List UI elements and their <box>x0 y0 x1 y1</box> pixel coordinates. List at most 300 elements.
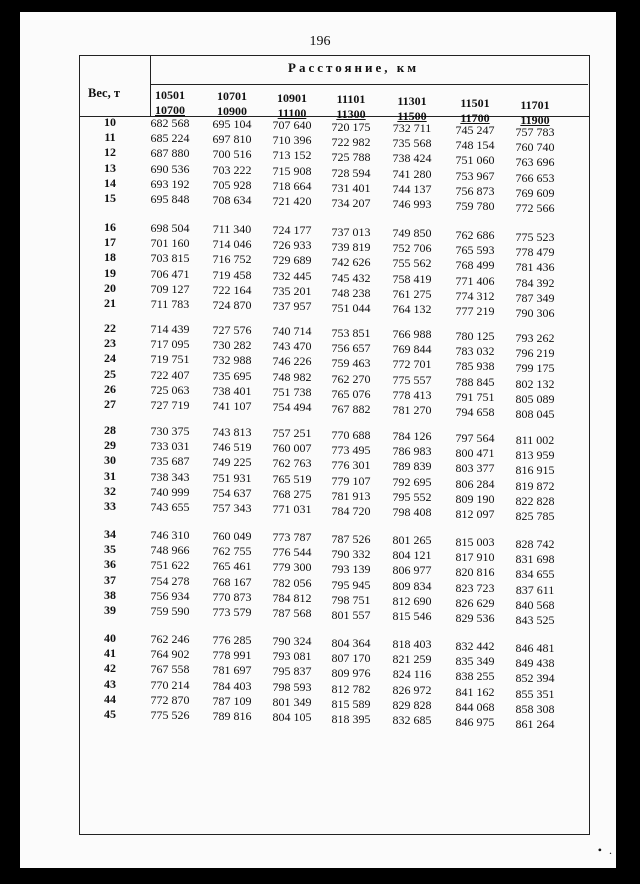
table-cell: 784 126 <box>392 429 432 443</box>
table-cell: 846 975 <box>455 715 495 729</box>
table-cell: 834 655 <box>515 567 555 582</box>
table-cell: 706 471 <box>150 266 190 281</box>
table-cell: 737 013 <box>331 225 371 239</box>
table-cell: 793 139 <box>331 562 371 577</box>
table-cell: 767 558 <box>150 662 190 677</box>
row-weight: 38 <box>104 587 116 602</box>
table-cell: 703 222 <box>212 162 252 177</box>
table-cell: 798 408 <box>392 505 432 519</box>
table-cell: 768 499 <box>455 258 495 273</box>
table-cell: 727 576 <box>212 323 252 337</box>
row-weight: 33 <box>104 499 116 513</box>
table-cell: 703 815 <box>150 251 190 266</box>
table-cell: 823 723 <box>455 580 495 595</box>
table-cell: 803 377 <box>455 461 495 476</box>
table-cell: 730 375 <box>150 424 190 438</box>
header-divider-horizontal <box>150 84 588 85</box>
table-cell: 757 343 <box>212 501 252 515</box>
table-cell: 790 324 <box>272 634 312 648</box>
table-cell: 770 688 <box>331 428 371 442</box>
row-weight: 18 <box>104 250 116 265</box>
table-cell: 695 848 <box>150 192 190 206</box>
table-cell: 770 873 <box>212 589 252 604</box>
table-cell: 822 828 <box>515 493 555 508</box>
table-cell: 784 720 <box>331 504 371 518</box>
table-cell: 735 695 <box>212 368 252 383</box>
table-cell: 787 526 <box>331 532 371 546</box>
table-cell: 813 959 <box>515 448 555 463</box>
column-header-to: 11100 <box>277 106 307 120</box>
table-cell: 849 438 <box>515 656 555 671</box>
table-cell: 792 695 <box>392 474 432 489</box>
table-cell: 744 137 <box>392 181 432 196</box>
table-cell: 745 247 <box>455 123 495 137</box>
table-cell: 825 785 <box>515 509 555 523</box>
table-cell: 821 259 <box>392 652 432 667</box>
table-cell: 787 349 <box>515 290 555 305</box>
table-cell: 775 526 <box>150 708 190 722</box>
table-cell: 767 882 <box>331 402 371 416</box>
row-weight: 37 <box>104 572 116 587</box>
table-cell: 758 419 <box>392 271 432 286</box>
table-cell: 760 007 <box>272 441 312 456</box>
table-cell: 751 738 <box>272 384 312 399</box>
table-cell: 775 523 <box>515 230 555 244</box>
table-cell: 709 127 <box>150 281 190 296</box>
table-cell: 798 751 <box>331 592 371 607</box>
table-cell: 802 132 <box>515 376 555 391</box>
table-cell: 727 719 <box>150 398 190 412</box>
distance-header: Расстояние, км <box>288 60 420 75</box>
table-cell: 743 813 <box>212 425 252 439</box>
table-cell: 819 872 <box>515 478 555 493</box>
table-cell: 711 783 <box>150 297 190 311</box>
table-cell: 724 177 <box>272 223 312 237</box>
table-cell: 783 032 <box>455 344 495 359</box>
table-cell: 752 706 <box>392 241 432 256</box>
table-cell: 840 568 <box>515 597 555 612</box>
table-cell: 786 983 <box>392 444 432 459</box>
table-cell: 711 340 <box>212 222 252 236</box>
table-cell: 797 564 <box>455 431 495 445</box>
row-weight: 26 <box>104 381 116 396</box>
table-cell: 855 351 <box>515 686 555 701</box>
table-cell: 832 442 <box>455 639 495 653</box>
row-weight: 30 <box>104 453 116 468</box>
table-cell: 700 516 <box>212 147 252 162</box>
row-weight: 23 <box>104 336 116 351</box>
table-cell: 777 219 <box>455 304 495 318</box>
column-header-1 <box>140 88 200 118</box>
row-weight: 12 <box>104 145 116 160</box>
row-weight: 15 <box>104 191 116 205</box>
table-cell: 748 154 <box>455 138 495 153</box>
table-cell: 754 637 <box>212 485 252 500</box>
table-cell: 776 285 <box>212 633 252 647</box>
row-weight: 43 <box>104 676 116 691</box>
column-header-from: 11701 <box>520 98 550 112</box>
table-cell: 756 873 <box>455 183 495 198</box>
table-cell: 781 436 <box>515 260 555 275</box>
table-cell: 826 972 <box>392 682 432 697</box>
row-weight: 24 <box>104 351 116 366</box>
table-cell: 687 880 <box>150 146 190 161</box>
table-cell: 762 755 <box>212 544 252 559</box>
table-cell: 714 439 <box>150 322 190 336</box>
table-cell: 759 463 <box>331 356 371 371</box>
row-weight: 11 <box>104 130 116 145</box>
table-cell: 753 851 <box>331 326 371 340</box>
table-cell: 756 934 <box>150 588 190 603</box>
table-cell: 782 056 <box>272 575 312 590</box>
row-weight: 35 <box>104 542 116 557</box>
column-header-5 <box>382 94 442 124</box>
table-cell: 828 742 <box>515 537 555 551</box>
table-cell: 746 310 <box>150 528 190 542</box>
table-cell: 721 420 <box>272 194 312 208</box>
row-weight: 22 <box>104 321 116 335</box>
table-cell: 743 470 <box>272 339 312 354</box>
table-cell: 719 751 <box>150 352 190 367</box>
table-cell: 829 828 <box>392 697 432 712</box>
table-cell: 773 579 <box>212 605 252 619</box>
table-cell: 841 162 <box>455 684 495 699</box>
row-weight: 17 <box>104 235 116 250</box>
table-cell: 784 403 <box>212 678 252 693</box>
table-cell: 749 225 <box>212 455 252 470</box>
table-cell: 735 201 <box>272 283 312 298</box>
table-cell: 769 844 <box>392 342 432 357</box>
table-cell: 771 031 <box>272 502 312 516</box>
table-cell: 754 494 <box>272 400 312 414</box>
table-cell: 757 783 <box>515 125 555 139</box>
column-header-2 <box>202 89 262 119</box>
table-cell: 762 686 <box>455 228 495 242</box>
table-cell: 790 306 <box>515 306 555 320</box>
table-cell: 732 711 <box>392 121 432 135</box>
table-cell: 717 095 <box>150 337 190 352</box>
table-cell: 843 525 <box>515 613 555 627</box>
table-cell: 798 593 <box>272 679 312 694</box>
table-cell: 741 280 <box>392 166 432 181</box>
table-cell: 748 238 <box>331 285 371 300</box>
row-weight: 20 <box>104 280 116 295</box>
table-cell: 801 265 <box>392 533 432 547</box>
table-cell: 772 701 <box>392 357 432 372</box>
table-cell: 748 982 <box>272 369 312 384</box>
table-cell: 818 403 <box>392 637 432 651</box>
table-cell: 858 308 <box>515 701 555 716</box>
table-cell: 816 915 <box>515 463 555 478</box>
table-cell: 801 557 <box>331 608 371 622</box>
row-weight: 10 <box>104 115 116 129</box>
table-cell: 745 432 <box>331 270 371 285</box>
table-cell: 774 312 <box>455 288 495 303</box>
column-header-from: 10901 <box>277 91 307 105</box>
row-weight: 42 <box>104 661 116 676</box>
table-cell: 815 546 <box>392 609 432 623</box>
table-cell: 718 664 <box>272 178 312 193</box>
table-cell: 765 461 <box>212 559 252 574</box>
table-cell: 732 988 <box>212 353 252 368</box>
table-cell: 730 282 <box>212 338 252 353</box>
table-cell: 768 275 <box>272 486 312 501</box>
column-header-3 <box>262 91 322 121</box>
table-cell: 800 471 <box>455 446 495 461</box>
table-cell: 804 121 <box>392 548 432 563</box>
table-cell: 735 568 <box>392 136 432 151</box>
column-header-6 <box>445 96 505 126</box>
table-cell: 738 401 <box>212 383 252 398</box>
table-cell: 749 850 <box>392 226 432 240</box>
table-cell: 831 698 <box>515 552 555 567</box>
table-cell: 748 966 <box>150 543 190 558</box>
column-header-to: 11300 <box>336 107 366 121</box>
table-cell: 759 590 <box>150 604 190 618</box>
table-cell: 793 081 <box>272 649 312 664</box>
table-cell: 760 049 <box>212 529 252 543</box>
table-cell: 787 109 <box>212 693 252 708</box>
table-cell: 817 910 <box>455 550 495 565</box>
table-cell: 778 479 <box>515 245 555 260</box>
row-weight: 19 <box>104 265 116 280</box>
table-cell: 824 116 <box>392 667 432 682</box>
table-cell: 772 566 <box>515 201 555 215</box>
table-cell: 720 175 <box>331 120 371 134</box>
table-cell: 739 819 <box>331 240 371 255</box>
table-cell: 698 504 <box>150 221 190 235</box>
table-cell: 716 752 <box>212 252 252 267</box>
table-cell: 725 788 <box>331 150 371 165</box>
table-cell: 852 394 <box>515 671 555 686</box>
table-cell: 746 226 <box>272 354 312 369</box>
table-cell: 765 076 <box>331 386 371 401</box>
row-weight: 41 <box>104 646 116 661</box>
table-cell: 784 812 <box>272 590 312 605</box>
table-cell: 790 332 <box>331 547 371 562</box>
column-header-from: 11301 <box>397 94 427 108</box>
table-cell: 776 544 <box>272 545 312 560</box>
table-cell: 789 839 <box>392 459 432 474</box>
weight-header: Вес, т <box>88 86 120 100</box>
column-header-4 <box>321 92 381 122</box>
table-cell: 722 407 <box>150 367 190 382</box>
table-cell: 710 396 <box>272 133 312 148</box>
table-cell: 738 424 <box>392 151 432 166</box>
table-cell: 808 045 <box>515 407 555 421</box>
table-cell: 726 933 <box>272 238 312 253</box>
column-header-from: 10501 <box>155 88 185 102</box>
table-cell: 733 031 <box>150 439 190 454</box>
table-cell: 729 689 <box>272 253 312 268</box>
table-cell: 846 481 <box>515 641 555 655</box>
table-cell: 713 152 <box>272 148 312 163</box>
table-cell: 795 837 <box>272 664 312 679</box>
row-weight: 13 <box>104 160 116 175</box>
table-cell: 762 246 <box>150 632 190 646</box>
table-cell: 754 278 <box>150 573 190 588</box>
table-cell: 764 132 <box>392 302 432 316</box>
column-header-from: 10701 <box>217 89 247 103</box>
table-cell: 719 458 <box>212 267 252 282</box>
table-cell: 762 763 <box>272 456 312 471</box>
table-cell: 751 931 <box>212 470 252 485</box>
table-cell: 815 003 <box>455 535 495 549</box>
table-cell: 812 782 <box>331 681 371 696</box>
table-cell: 809 190 <box>455 491 495 506</box>
table-cell: 766 988 <box>392 327 432 341</box>
table-cell: 765 519 <box>272 471 312 486</box>
table-cell: 795 552 <box>392 489 432 504</box>
table-cell: 732 445 <box>272 268 312 283</box>
table-cell: 756 657 <box>331 341 371 356</box>
row-weight: 25 <box>104 366 116 381</box>
table-cell: 793 262 <box>515 331 555 345</box>
table-cell: 724 870 <box>212 298 252 312</box>
table-cell: 740 999 <box>150 484 190 499</box>
column-header-to: 11500 <box>397 109 427 123</box>
table-cell: 794 658 <box>455 405 495 419</box>
table-cell: 760 740 <box>515 140 555 155</box>
table-cell: 751 044 <box>331 301 371 315</box>
table-cell: 751 622 <box>150 558 190 573</box>
column-header-7 <box>505 98 565 128</box>
table-cell: 809 976 <box>331 666 371 681</box>
row-weight: 40 <box>104 631 116 645</box>
table-cell: 761 275 <box>392 286 432 301</box>
row-weight: 36 <box>104 557 116 572</box>
table-cell: 697 810 <box>212 132 252 147</box>
table-cell: 835 349 <box>455 654 495 669</box>
row-weight: 27 <box>104 397 116 411</box>
row-weight: 31 <box>104 468 116 483</box>
table-cell: 812 690 <box>392 593 432 608</box>
table-cell: 791 751 <box>455 389 495 404</box>
table-cell: 795 945 <box>331 577 371 592</box>
table-cell: 829 536 <box>455 611 495 625</box>
table-cell: 738 343 <box>150 469 190 484</box>
footer-mark: • . <box>597 843 614 857</box>
table-cell: 772 870 <box>150 692 190 707</box>
table-cell: 809 834 <box>392 578 432 593</box>
table-cell: 714 046 <box>212 237 252 252</box>
table-cell: 762 270 <box>331 371 371 386</box>
table-cell: 722 982 <box>331 135 371 150</box>
table-cell: 807 170 <box>331 651 371 666</box>
table-cell: 705 928 <box>212 177 252 192</box>
table-cell: 764 902 <box>150 647 190 662</box>
table-cell: 781 913 <box>331 488 371 503</box>
table-cell: 776 301 <box>331 458 371 473</box>
table-cell: 770 214 <box>150 677 190 692</box>
table-cell: 778 991 <box>212 648 252 663</box>
column-header-to: 11700 <box>460 111 490 125</box>
table-cell: 743 655 <box>150 500 190 514</box>
table-cell: 690 536 <box>150 161 190 176</box>
table-cell: 708 634 <box>212 193 252 207</box>
page-number: 196 <box>309 34 331 49</box>
table-cell: 731 401 <box>331 180 371 195</box>
row-weight: 28 <box>104 423 116 437</box>
table-cell: 740 714 <box>272 324 312 338</box>
table-cell: 837 611 <box>515 582 555 597</box>
table-cell: 804 105 <box>272 710 312 724</box>
table-cell: 746 993 <box>392 197 432 211</box>
table-cell: 755 562 <box>392 256 432 271</box>
table-cell: 773 787 <box>272 530 312 544</box>
table-cell: 787 568 <box>272 606 312 620</box>
table-cell: 811 002 <box>515 433 555 447</box>
table-cell: 769 609 <box>515 185 555 200</box>
table-cell: 804 364 <box>331 636 371 650</box>
row-weight: 21 <box>104 296 116 310</box>
table-cell: 763 696 <box>515 155 555 170</box>
row-weight: 32 <box>104 483 116 498</box>
table-cell: 779 300 <box>272 560 312 575</box>
table-cell: 741 107 <box>212 399 252 413</box>
table-cell: 781 270 <box>392 403 432 417</box>
table-cell: 693 192 <box>150 176 190 191</box>
row-weight: 44 <box>104 691 116 706</box>
table-cell: 742 626 <box>331 255 371 270</box>
row-weight: 29 <box>104 438 116 453</box>
column-header-to: 10700 <box>155 103 185 117</box>
table-cell: 818 395 <box>331 712 371 726</box>
table-cell: 789 816 <box>212 709 252 723</box>
column-header-to: 10900 <box>217 104 247 118</box>
table-cell: 773 495 <box>331 443 371 458</box>
table-cell: 796 219 <box>515 346 555 361</box>
table-cell: 728 594 <box>331 165 371 180</box>
table-cell: 805 089 <box>515 391 555 406</box>
table-cell: 788 845 <box>455 374 495 389</box>
table-cell: 781 697 <box>212 663 252 678</box>
column-header-to: 11900 <box>520 113 550 127</box>
table-cell: 806 284 <box>455 476 495 491</box>
table-cell: 815 589 <box>331 696 371 711</box>
table-cell: 753 967 <box>455 168 495 183</box>
table-cell: 780 125 <box>455 329 495 343</box>
table-cell: 735 687 <box>150 454 190 469</box>
table-cell: 725 063 <box>150 382 190 397</box>
table-cell: 722 164 <box>212 282 252 297</box>
table-cell: 844 068 <box>455 699 495 714</box>
table-cell: 779 107 <box>331 473 371 488</box>
row-weight: 14 <box>104 175 116 190</box>
table-cell: 838 255 <box>455 669 495 684</box>
table-cell: 734 207 <box>331 196 371 210</box>
table-cell: 812 097 <box>455 507 495 521</box>
table-cell: 826 629 <box>455 595 495 610</box>
row-weight: 16 <box>104 220 116 234</box>
table-cell: 806 977 <box>392 563 432 578</box>
table-cell: 682 568 <box>150 116 190 130</box>
table-cell: 785 938 <box>455 359 495 374</box>
table-cell: 771 406 <box>455 273 495 288</box>
table-cell: 757 251 <box>272 426 312 440</box>
table-cell: 751 060 <box>455 153 495 168</box>
table-cell: 746 519 <box>212 440 252 455</box>
table-cell: 759 780 <box>455 199 495 213</box>
table-cell: 766 653 <box>515 170 555 185</box>
table-cell: 685 224 <box>150 131 190 146</box>
table-cell: 861 264 <box>515 717 555 731</box>
row-weight: 39 <box>104 603 116 617</box>
table-cell: 737 957 <box>272 299 312 313</box>
column-header-from: 11501 <box>460 96 490 110</box>
table-cell: 775 557 <box>392 372 432 387</box>
table-cell: 765 593 <box>455 243 495 258</box>
